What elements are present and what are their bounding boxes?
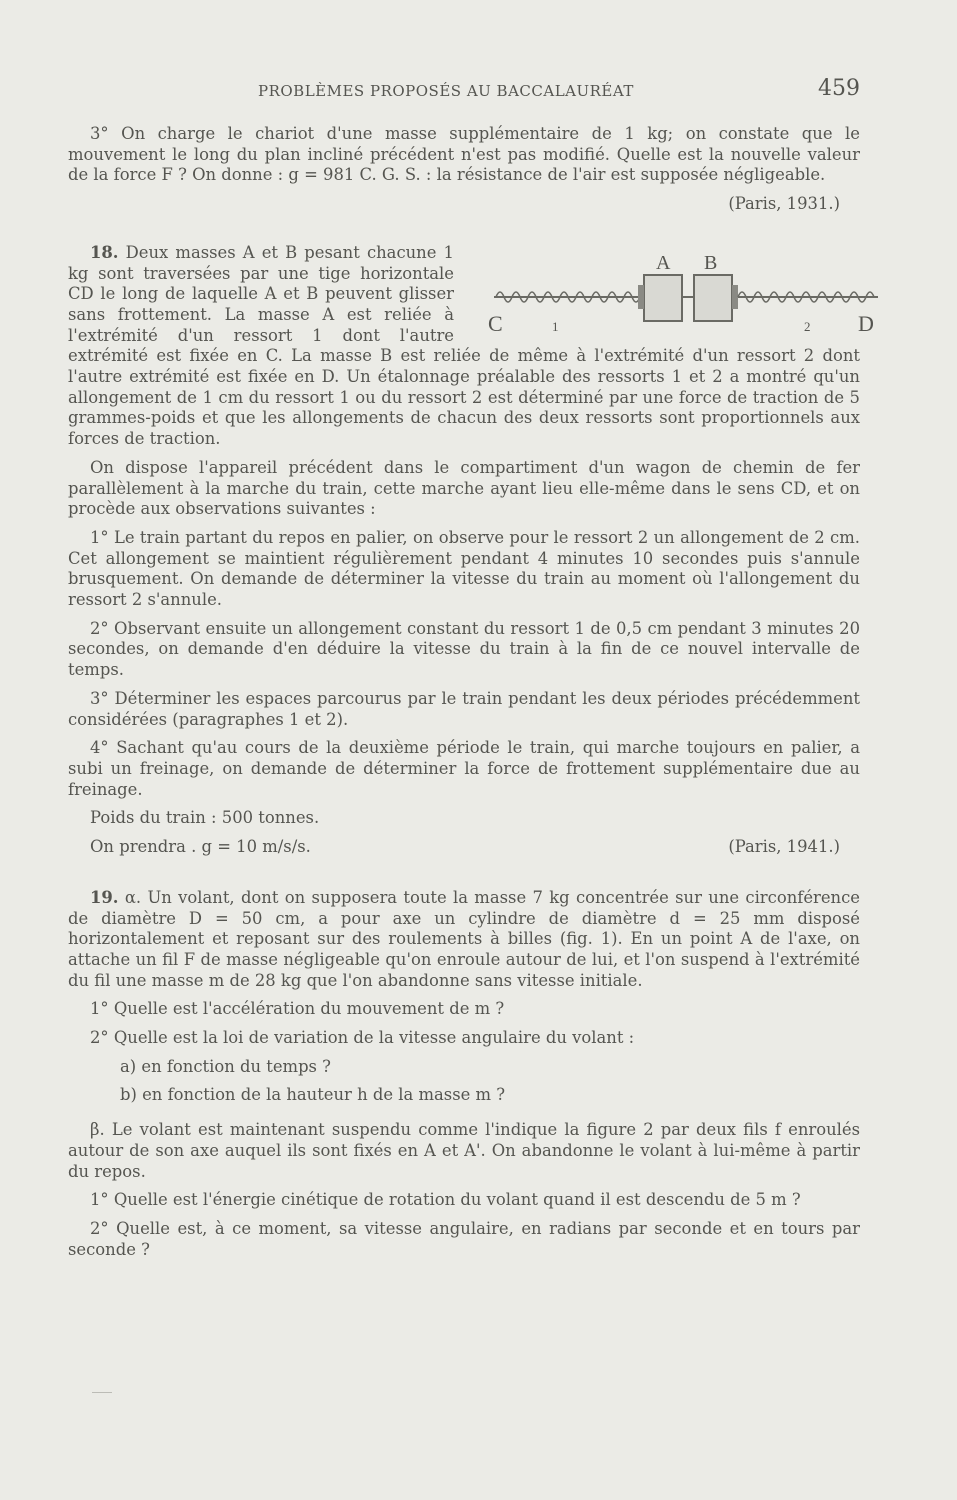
problem-19-q2: 2° Quelle est la loi de variation de la vitesse angulaire du volant : bbox=[90, 1028, 635, 1048]
mass-b-collar bbox=[732, 285, 738, 309]
page-body bbox=[68, 124, 874, 1268]
problem-18-q1: 1° Le train partant du repos en palier, on observe pour le ressort 2 un allongement de 2 cm. Cet allongement se maintient régulièrement pendant 4 minutes 10 secondes puis s'annule brusquement. On demande de déterminer la vitesse du train au moment où l'allongement du ressort 2 s'annule. bbox=[68, 527, 860, 610]
mass-b bbox=[694, 275, 732, 321]
problem-18-number: 18. bbox=[90, 242, 119, 262]
margin-mark bbox=[92, 1392, 112, 1393]
problem-19-beta: β. Le volant est maintenant suspendu comme l'indique la figure 2 par deux fils f enroulés autour de son axe auquel ils sont fixés en A et A'. On abandonne le volant à lui-même à partir du repos. bbox=[68, 1120, 860, 1181]
label-a: A bbox=[656, 251, 671, 274]
problem-19-q1: 1° Quelle est l'accélération du mouvement de m ? bbox=[90, 999, 505, 1019]
mass-a-collar bbox=[638, 285, 644, 309]
problem-18-q2: 2° Observant ensuite un allongement constant du ressort 1 de 0,5 cm pendant 3 minutes 20 secondes, on demande d'en déduire la vitesse du train à la fin de ce nouvel intervalle de temps. bbox=[68, 618, 860, 680]
problem-18-setup: On dispose l'appareil précédent dans le compartiment d'un wagon de chemin de fer parallèlement à la marche du train, cette marche ayant lieu elle-même dans le sens CD, et on procède aux observations suivantes : bbox=[68, 457, 860, 519]
problem-19 bbox=[68, 888, 860, 1261]
label-spring-1: 1 bbox=[552, 318, 559, 334]
page-header bbox=[68, 76, 860, 106]
problem-19-alpha bbox=[68, 888, 860, 992]
problem-19-alpha-text: α. Un volant, dont on supposera toute la masse 7 kg concentrée sur une circonférence de diamètre D = 50 cm, a pour axe un cylindre de diamètre d = 25 mm disposé horizontalement et reposant sur des roulements à billes (fig. 1). En un point A de l'axe, on attache un fil F de masse négligeable qu'on enroule autour de lui, et l'on suspend à l'extrémité du fil une masse m de 28 kg que l'on abandonne sans vitesse initiale. bbox=[68, 887, 860, 990]
problem-19-b2: 2° Quelle est, à ce moment, sa vitesse angulaire, en radians par seconde et en tours par seconde ? bbox=[68, 1218, 860, 1259]
running-title: PROBLÈMES PROPOSÉS AU BACCALAURÉAT bbox=[258, 82, 634, 100]
problem-19-q2b: b) en fonction de la hauteur h de la masse m ? bbox=[120, 1085, 506, 1105]
mass-a bbox=[644, 275, 682, 321]
label-c: C bbox=[488, 310, 503, 336]
spring-diagram bbox=[486, 247, 882, 339]
problem-18-weight: Poids du train : 500 tonnes. bbox=[90, 808, 320, 828]
problem-18-source: (Paris, 1941.) bbox=[728, 837, 840, 857]
problem-19-q2a: a) en fonction du temps ? bbox=[120, 1056, 331, 1076]
prev-problem-source: (Paris, 1931.) bbox=[728, 194, 840, 214]
label-spring-2: 2 bbox=[804, 318, 811, 334]
page-number: 459 bbox=[818, 76, 860, 101]
problem-18-q4: 4° Sachant qu'au cours de la deuxième période le train, qui marche toujours en palier, a subi un freinage, on demande de déterminer la force de frottement supplémentaire due au freinage. bbox=[68, 738, 860, 799]
problem-19-number: 19. bbox=[90, 887, 119, 907]
problem-19-b1: 1° Quelle est l'énergie cinétique de rotation du volant quand il est descendu de 5 m ? bbox=[90, 1190, 801, 1210]
problem-18-g-value: On prendra . g = 10 m/s/s. bbox=[90, 837, 311, 857]
label-b: B bbox=[704, 251, 718, 274]
problem-18-g-line bbox=[68, 837, 860, 858]
spring-figure bbox=[464, 247, 874, 339]
problem-18-intro bbox=[68, 242, 874, 450]
problem-18 bbox=[68, 242, 874, 858]
label-d: D bbox=[858, 310, 874, 336]
prev-problem-question-3: 3° On charge le chariot d'une masse supplémentaire de 1 kg; on constate que le mouvement le long du plan incliné précédent n'est pas modifié. Quelle est la nouvelle valeur de la force F ? On donne : g = 981 C. G. S. : la résistance de l'air est supposée négligeable. bbox=[68, 124, 860, 185]
problem-18-q3: 3° Déterminer les espaces parcourus par le train pendant les deux périodes précédemment considérées (paragraphes 1 et 2). bbox=[68, 688, 860, 729]
problem-18-intro-text: Deux masses A et B pesant chacune 1 kg sont traversées par une tige horizontale CD le long de laquelle A et B peuvent glisser sans frottement. La masse A est reliée à l'extrémité d'un ressort 1 dont l'autre extrémité est fixée en C. La masse B est reliée de même à l'extrémité d'un ressort 2 dont l'autre extrémité est fixée en D. Un étalonnage préalable des ressorts 1 et 2 a montré qu'un allongement de 1 cm du ressort 1 ou du ressort 2 est déterminé par une force de traction de 5 grammes-poids et que les allongements de chacun des deux ressorts sont proportionnels aux forces de traction. bbox=[68, 242, 860, 449]
